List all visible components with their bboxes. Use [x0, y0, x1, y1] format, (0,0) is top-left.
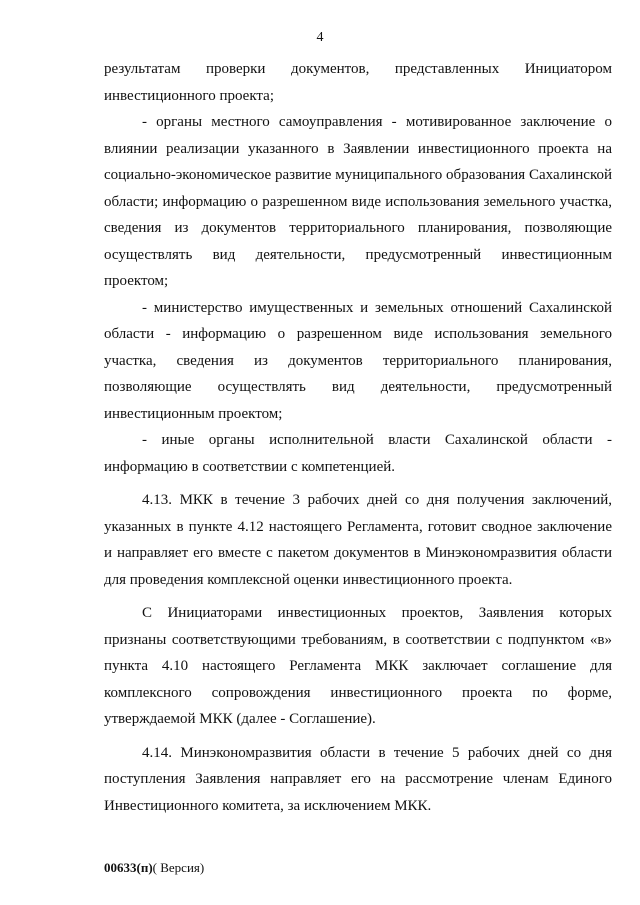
- paragraph: - министерство имущественных и земельных отношений Сахалинской области - информацию о разрешенном виде использования земельного участка, сведения из документов территориального планирования, позволяющие осуществлять вид деятельности, предусмотренный инвестиционным проектом;: [104, 299, 612, 422]
- document-version: ( Версия): [152, 860, 205, 875]
- paragraph: - иные органы исполнительной власти Сахалинской области - информацию в соответствии с компетенцией.: [104, 432, 612, 475]
- document-footer: [104, 860, 204, 876]
- page-number: 4: [316, 30, 324, 45]
- paragraph: результатам проверки документов, представленных Инициатором инвестиционного проекта;: [104, 61, 612, 104]
- paragraph: 4.14. Минэкономразвития области в течение 5 рабочих дней со дня поступления Заявления направляет его на рассмотрение членам Единого Инвестиционного комитета, за исключением МКК.: [104, 744, 612, 814]
- paragraph: С Инициаторами инвестиционных проектов, Заявления которых признаны соответствующими требованиям, в соответствии с подпунктом «в» пункта 4.10 настоящего Регламента МКК заключает соглашение для комплексного сопровождения инвестиционного проекта по форме, утверждаемой МКК (далее - Соглашение).: [104, 605, 612, 727]
- document-code: 00633(п): [104, 860, 153, 875]
- paragraph: - органы местного самоуправления - мотивированное заключение о влиянии реализации указанного в Заявлении инвестиционного проекта на социально-экономическое развитие муниципального образования Сахалинской области; информацию о разрешенном виде использования земельного участка, сведения из документов территориального планирования, позволяющие осуществлять вид деятельности, предусмотренный инвестиционным проектом;: [104, 114, 612, 289]
- document-body: [104, 56, 612, 819]
- paragraph: 4.13. МКК в течение 3 рабочих дней со дня получения заключений, указанных в пункте 4.12 настоящего Регламента, готовит сводное заключение и направляет его вместе с пакетом документов в Минэкономразвития области для проведения комплексной оценки инвестиционного проекта.: [104, 492, 612, 588]
